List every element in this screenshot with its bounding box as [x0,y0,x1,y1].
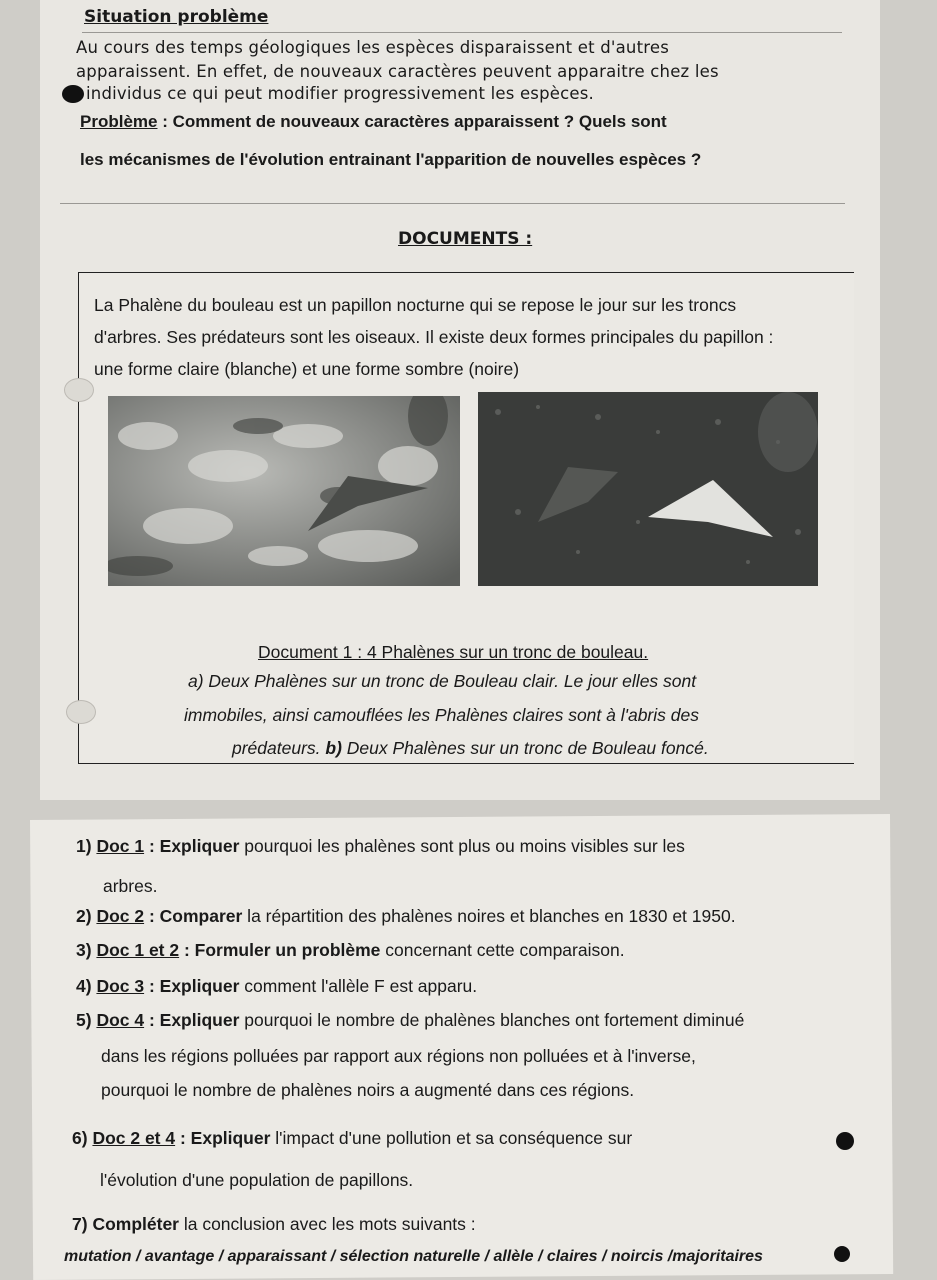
question-7: 7) Compléter la conclusion avec les mots suivants : [72,1214,476,1234]
question-1: 1) Doc 1 : Expliquer pourquoi les phalènes sont plus ou moins visibles sur les [76,836,685,856]
punch-hole-icon [62,85,84,103]
question-6: 6) Doc 2 et 4 : Expliquer l'impact d'une pollution et sa conséquence sur [72,1128,633,1148]
punch-hole-icon [64,378,94,402]
punch-hole-icon [66,700,96,724]
question-5: 5) Doc 4 : Expliquer pourquoi le nombre de phalènes blanches ont fortement diminué [76,1010,745,1030]
intro-line-1: Au cours des temps géologiques les espèces disparaissent et d'autres [76,38,670,57]
photo-light-trunk [108,396,460,586]
documents-heading: DOCUMENTS : [398,229,533,249]
question-5-cont-2: pourquoi le nombre de phalènes noirs a augmenté dans ces régions. [101,1080,635,1100]
doc-intro-line-3: une forme claire (blanche) et une forme sombre (noire) [94,359,520,379]
question-5-cont-1: dans les régions polluées par rapport aux régions non polluées et à l'inverse, [101,1046,696,1066]
doc-intro-line-2: d'arbres. Ses prédateurs sont les oiseaux. Il existe deux formes principales du papillon : [94,327,774,347]
photo-dark-trunk [478,392,818,586]
problem-label: Problème [80,112,158,131]
divider [82,32,842,33]
divider [60,203,845,204]
question-4: 4) Doc 3 : Expliquer comment l'allèle F est apparu. [76,976,478,996]
punch-hole-icon [834,1246,850,1262]
doc1-title: Document 1 : 4 Phalènes sur un tronc de bouleau. [258,642,649,662]
intro-line-2: apparaissent. En effet, de nouveaux caractères peuvent apparaitre chez les [76,62,719,81]
question-2: 2) Doc 2 : Comparer la répartition des phalènes noires et blanches en 1830 et 1950. [76,906,736,926]
question-3: 3) Doc 1 et 2 : Formuler un problème concernant cette comparaison. [76,940,625,960]
intro-line-3: individus ce qui peut modifier progressivement les espèces. [86,84,594,103]
question-6-cont: l'évolution d'une population de papillons. [100,1170,414,1190]
question-1-cont: arbres. [103,876,158,896]
doc1-caption-line-3: prédateurs. b) Deux Phalènes sur un tronc de Bouleau foncé. [232,738,709,758]
punch-hole-icon [836,1132,854,1150]
doc1-caption-line-2: immobiles, ainsi camouflées les Phalènes claires sont à l'abris des [184,705,699,725]
section-title: Situation problème [84,7,269,27]
problem-line-1: Problème : Comment de nouveaux caractères apparaissent ? Quels sont [80,112,667,131]
doc1-caption-line-1: a) Deux Phalènes sur un tronc de Bouleau clair. Le jour elles sont [188,671,697,691]
problem-line-2: les mécanismes de l'évolution entrainant l'apparition de nouvelles espèces ? [80,150,702,169]
doc-intro-line-1: La Phalène du bouleau est un papillon nocturne qui se repose le jour sur les troncs [94,295,737,315]
word-bank: mutation / avantage / apparaissant / sélection naturelle / allèle / claires / noircis /majoritaires [64,1248,763,1265]
